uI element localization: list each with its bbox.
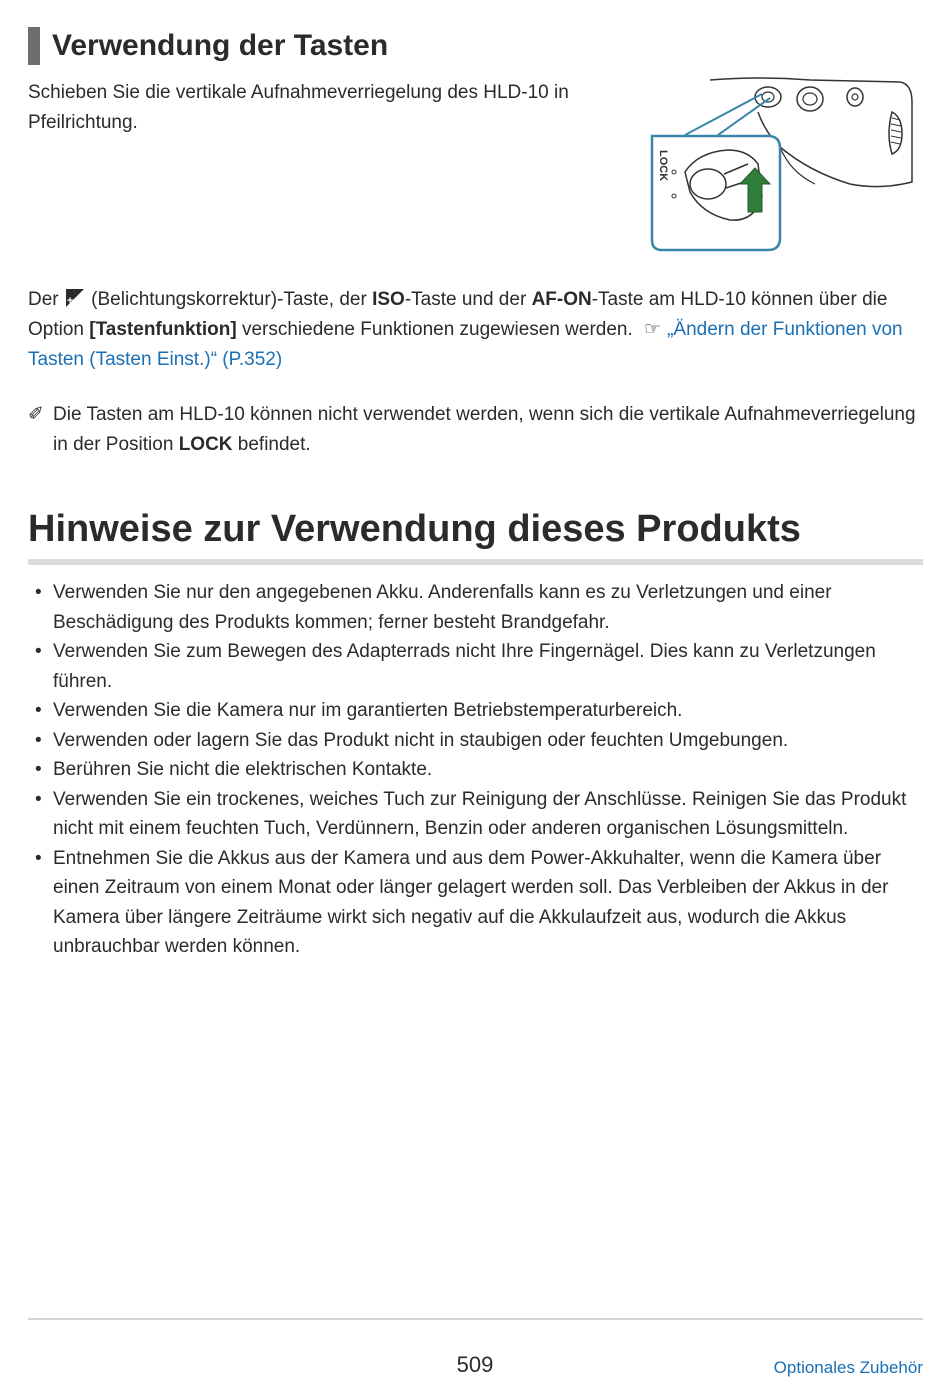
paragraph-text-2: (Belichtungskorrektur)-Taste, der [85, 289, 373, 310]
page-number: 509 [456, 1352, 494, 1377]
exposure-compensation-icon [66, 289, 84, 307]
note-text-1: Die Tasten am HLD-10 können nicht verwendet werden, wenn sich die vertikale Aufnahmeverriegelung in der Position [53, 404, 916, 455]
section-heading [28, 26, 388, 66]
list-item: • Verwenden oder lagern Sie das Produkt nicht in staubigen oder feuchten Umgebungen. [28, 726, 918, 756]
footer-section-link[interactable]: Optionales Zubehör [773, 1358, 923, 1377]
note-pencil-icon: ✐ [28, 404, 44, 425]
intro-text: Schieben Sie die vertikale Aufnahmeverriegelung des HLD-10 in Pfeilrichtung. [28, 82, 569, 133]
notes-heading: Hinweise zur Verwendung dieses Produkts [28, 508, 923, 565]
paragraph-text-1: Der [28, 289, 59, 310]
footer-divider [28, 1318, 923, 1320]
option-label: [Tastenfunktion] [89, 319, 237, 340]
iso-label: ISO [372, 289, 405, 310]
section-title: Verwendung der Tasten [52, 29, 389, 62]
paragraph-text-5: verschiedene Funktionen zugewiesen werden. [236, 319, 633, 340]
note-lock-label: LOCK [178, 434, 233, 455]
reference-link[interactable]: „Ändern der Funktionen von Tasten (Tasten Einst.)“ (P.352) [28, 319, 903, 370]
list-item: • Verwenden Sie nur den angegebenen Akku. Anderenfalls kann es zu Verletzungen und einer Beschädigung des Produkts kommen; ferner besteht Brandgefahr. [28, 578, 918, 637]
usage-notes-list [28, 578, 918, 962]
paragraph-text-4: -Taste am HLD-10 können über die Option [28, 289, 888, 340]
list-item: • Verwenden Sie ein trockenes, weiches Tuch zur Reinigung der Anschlüsse. Reinigen Sie das Produkt nicht mit einem feuchten Tuch, Verdünnern, Benzin oder anderen organischen Lösungsmitteln. [28, 785, 918, 844]
note [28, 400, 923, 460]
list-item: • Verwenden Sie die Kamera nur im garantierten Betriebstemperaturbereich. [28, 696, 918, 726]
af-on-label: AF-ON [531, 289, 592, 310]
heading-bar [28, 27, 40, 65]
note-text-2: befindet. [232, 434, 311, 455]
note-text [53, 400, 923, 460]
list-item: • Verwenden Sie zum Bewegen des Adapterrads nicht Ihre Fingernägel. Dies kann zu Verletzungen führen. [28, 637, 918, 696]
list-item: • Berühren Sie nicht die elektrischen Kontakte. [28, 755, 918, 785]
lock-label: LOCK [657, 150, 669, 182]
button-function-paragraph [28, 285, 923, 375]
paragraph-text-3: -Taste und der [404, 289, 532, 310]
reference-hand-icon: ☞ [644, 319, 662, 340]
list-item: • Entnehmen Sie die Akkus aus der Kamera und aus dem Power-Akkuhalter, wenn die Kamera über einen Zeitraum von einem Monat oder länger gelagert werden soll. Das Verbleiben der Akkus in der Kamera über längere Zeiträume wirkt sich negativ auf die Akkulaufzeit aus, wodurch die Akkus unbrauchbar werden können. [28, 844, 918, 962]
hld10-lock-illustration [640, 72, 930, 257]
